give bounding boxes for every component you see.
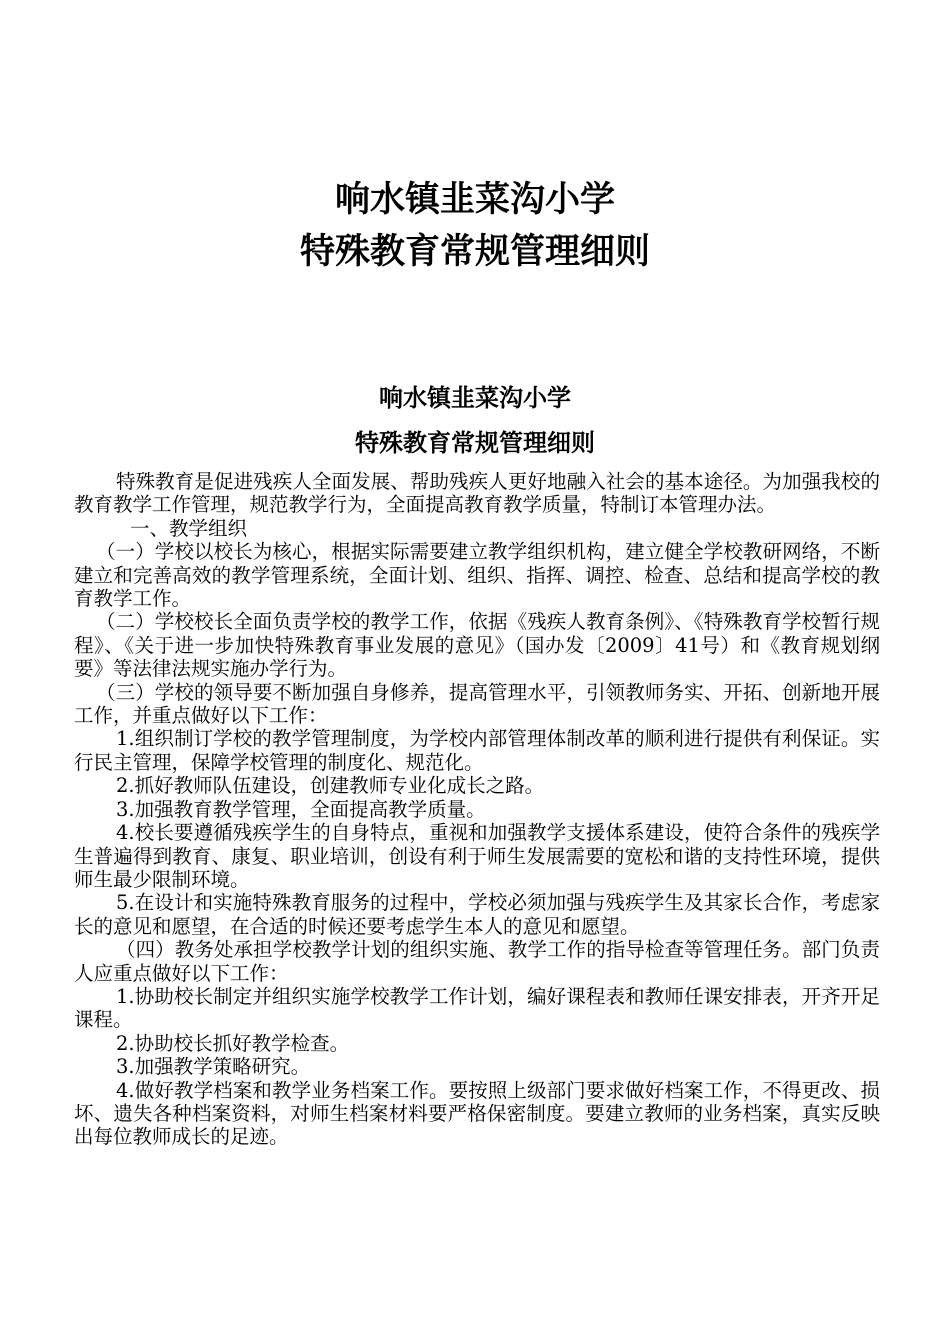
list-item: 3.加强教学策略研究。 — [116, 1055, 311, 1079]
list-item: 2.抓好教师队伍建设，创建教师专业化成长之路。 — [116, 774, 545, 798]
section-heading: 一、教学组织 — [130, 516, 248, 540]
list-item: 4.校长要遵循残疾学生的自身特点，重视和加强教学支援体系建设，使符合条件的残疾学生普遍得到教育、康复、职业培训，创设有利于师生发展需要的宽松和谐的支持性环境，提供师生最少限制环境。 — [74, 821, 880, 891]
list-item: 1.协助校长制定并组织实施学校教学工作计划，编好课程表和教师任课安排表，开齐开足课程。 — [74, 984, 880, 1032]
clause-paragraph: （三）学校的领导要不断加强自身修养，提高管理水平，引领教师务实、开拓、创新地开展工作，并重点做好以下工作： — [74, 680, 880, 728]
heading-document: 特殊教育常规管理细则 — [355, 429, 595, 457]
document-body — [74, 470, 880, 1149]
cover-title-document: 特殊教育常规管理细则 — [299, 232, 650, 272]
list-item: 2.协助校长抓好教学检查。 — [116, 1031, 350, 1055]
cover-title-school: 响水镇韭菜沟小学 — [334, 180, 615, 220]
clause-paragraph: （二）学校校长全面负责学校的教学工作，依据《残疾人教育条例》、《特殊教育学校暂行规程》、《关于进一步加快特殊教育事业发展的意见》（国办发〔2009〕41号）和《教育规划纲要》等法律法规实施办学行为。 — [74, 610, 880, 681]
clause-paragraph: （一）学校以校长为核心，根据实际需要建立教学组织机构，建立健全学校教研网络，不断建立和完善高效的教学管理系统，全面计划、组织、指挥、调控、检查、总结和提高学校的教育教学工作。 — [74, 540, 880, 611]
heading-school: 响水镇韭菜沟小学 — [379, 384, 571, 412]
list-item: 5.在设计和实施特殊教育服务的过程中，学校必须加强与残疾学生及其家长合作，考虑家长的意见和愿望，在合适的时候还要考虑学生本人的意见和愿望。 — [74, 891, 880, 938]
list-item: 4.做好教学档案和教学业务档案工作。要按照上级部门要求做好档案工作，不得更改、损坏、遗失各种档案资料，对师生档案材料要严格保密制度。要建立教师的业务档案，真实反映出每位教师成长的足迹。 — [74, 1078, 880, 1149]
clause-paragraph: （四）教务处承担学校教学计划的组织实施、教学工作的指导检查等管理任务。部门负责人应重点做好以下工作： — [74, 938, 880, 985]
list-item: 1.组织制订学校的教学管理制度，为学校内部管理体制改革的顺利进行提供有利保证。实行民主管理，保障学校管理的制度化、规范化。 — [74, 727, 880, 774]
list-item: 3.加强教育教学管理，全面提高教学质量。 — [116, 797, 486, 821]
intro-paragraph: 特殊教育是促进残疾人全面发展、帮助残疾人更好地融入社会的基本途径。为加强我校的教育教学工作管理，规范教学行为，全面提高教育教学质量，特制订本管理办法。 — [74, 470, 880, 517]
